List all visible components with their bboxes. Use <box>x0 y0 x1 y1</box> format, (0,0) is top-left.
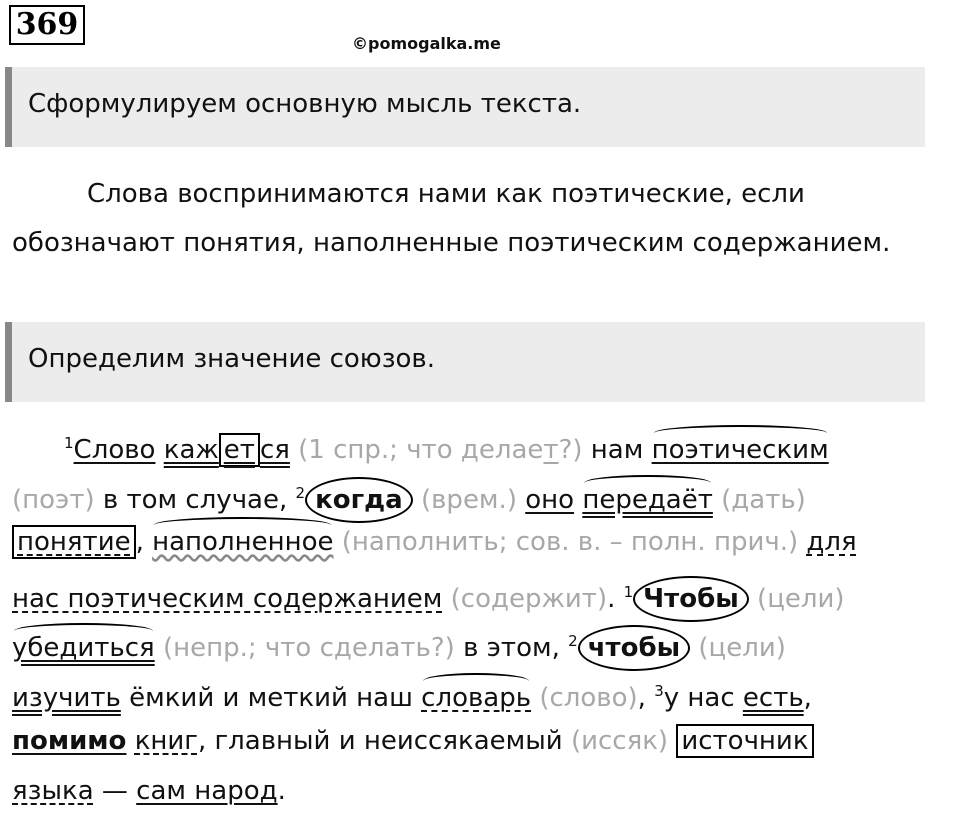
analysis-line-4 <box>12 577 845 614</box>
grammar-note: (поэт) <box>12 485 95 515</box>
space <box>155 435 163 465</box>
clause-number: 2 <box>295 484 306 502</box>
note-part: (1 спр.; что делае <box>298 435 544 465</box>
plain-text: нам <box>582 435 652 465</box>
space <box>333 527 341 557</box>
object-word: словарь <box>421 683 532 713</box>
preposition-bold: помимо <box>12 726 127 756</box>
clause-number: 3 <box>654 682 664 700</box>
clause-number: 1 <box>64 434 74 452</box>
section-title: Определим значение союзов. <box>28 344 436 374</box>
grammar-note: (дать) <box>721 485 806 515</box>
main-idea-text: Слова воспринимаются нами как поэтические, если обозначают понятия, наполненные поэтическим содержанием. <box>12 179 891 258</box>
space <box>290 435 298 465</box>
clause-number: 1 <box>623 583 634 601</box>
grammar-note: (цели) <box>698 633 786 663</box>
analysis-line-1 <box>64 428 829 465</box>
analysis-line-5 <box>12 626 786 663</box>
object-word: книг <box>134 726 198 756</box>
subject-boxed: источник <box>676 724 813 758</box>
note-part: ?) <box>558 435 583 465</box>
plain-text: у нас <box>663 683 743 713</box>
section-title: Сформулируем основную мысль текста. <box>28 89 582 119</box>
note-part: т <box>543 435 559 465</box>
watermark: ©pomogalka.me <box>352 34 501 53</box>
grammar-note <box>298 435 582 465</box>
subject-word: Слово <box>73 435 156 465</box>
plain-text: . <box>277 776 286 806</box>
analysis-line-3 <box>12 527 857 557</box>
grammar-note: (наполнить; сов. в. – полн. прич.) <box>341 527 799 557</box>
conjunction-circled: когда <box>305 477 413 523</box>
object-boxed: понятие <box>12 525 136 559</box>
subject-word: оно <box>525 485 575 515</box>
analysis-line-7 <box>12 726 814 756</box>
object-phrase: нас поэтическим содержанием <box>12 584 443 614</box>
grammar-note: (цели) <box>757 584 845 614</box>
predicate-word: убедиться <box>12 633 155 663</box>
section-header-main-idea <box>5 67 925 147</box>
plain-text: — <box>93 776 137 806</box>
plain-text: , <box>803 683 812 713</box>
attribute-word: языка <box>12 776 94 806</box>
conjunction-circled: Чтобы <box>633 576 749 622</box>
attribute-word: наполненное <box>152 527 334 557</box>
space <box>126 726 134 756</box>
grammar-note: (врем.) <box>420 485 517 515</box>
plain-text: , <box>637 683 655 713</box>
adverbial-word: поэтическим <box>651 435 829 465</box>
space <box>442 584 450 614</box>
ending-box: ет <box>219 433 260 467</box>
grammar-note: (содержит) <box>450 584 608 614</box>
clause-number: 2 <box>568 632 578 650</box>
plain-text: ёмкий и меткий наш <box>120 683 422 713</box>
grammar-note: (иссяк) <box>570 726 669 756</box>
space <box>517 485 525 515</box>
main-idea-paragraph <box>12 170 912 268</box>
grammar-note: (слово) <box>539 683 638 713</box>
plain-text: . <box>607 584 624 614</box>
subject-phrase: сам народ <box>136 776 278 806</box>
space <box>155 633 163 663</box>
predicate-word: передаёт <box>582 485 713 515</box>
postfix: ся <box>259 435 290 465</box>
plain-text: в том случае, <box>94 485 296 515</box>
object-word: для <box>806 527 857 557</box>
predicate-word: изучить <box>12 683 121 713</box>
plain-text: , главный и неиссякаемый <box>197 726 571 756</box>
stem: каж <box>163 435 219 465</box>
plain-text: , <box>135 527 153 557</box>
conjunction-circled: чтобы <box>578 625 690 671</box>
analysis-line-2 <box>12 478 806 515</box>
task-number: 369 <box>9 5 85 45</box>
grammar-note: (непр.; что сделать?) <box>162 633 455 663</box>
analysis-line-6 <box>12 676 812 713</box>
section-header-conjunctions <box>5 322 925 402</box>
predicate-word: есть <box>742 683 804 713</box>
space <box>713 485 721 515</box>
plain-text: в этом, <box>454 633 569 663</box>
predicate-word <box>164 433 290 467</box>
space <box>413 485 421 515</box>
space <box>749 584 757 614</box>
analysis-line-8 <box>12 776 286 806</box>
